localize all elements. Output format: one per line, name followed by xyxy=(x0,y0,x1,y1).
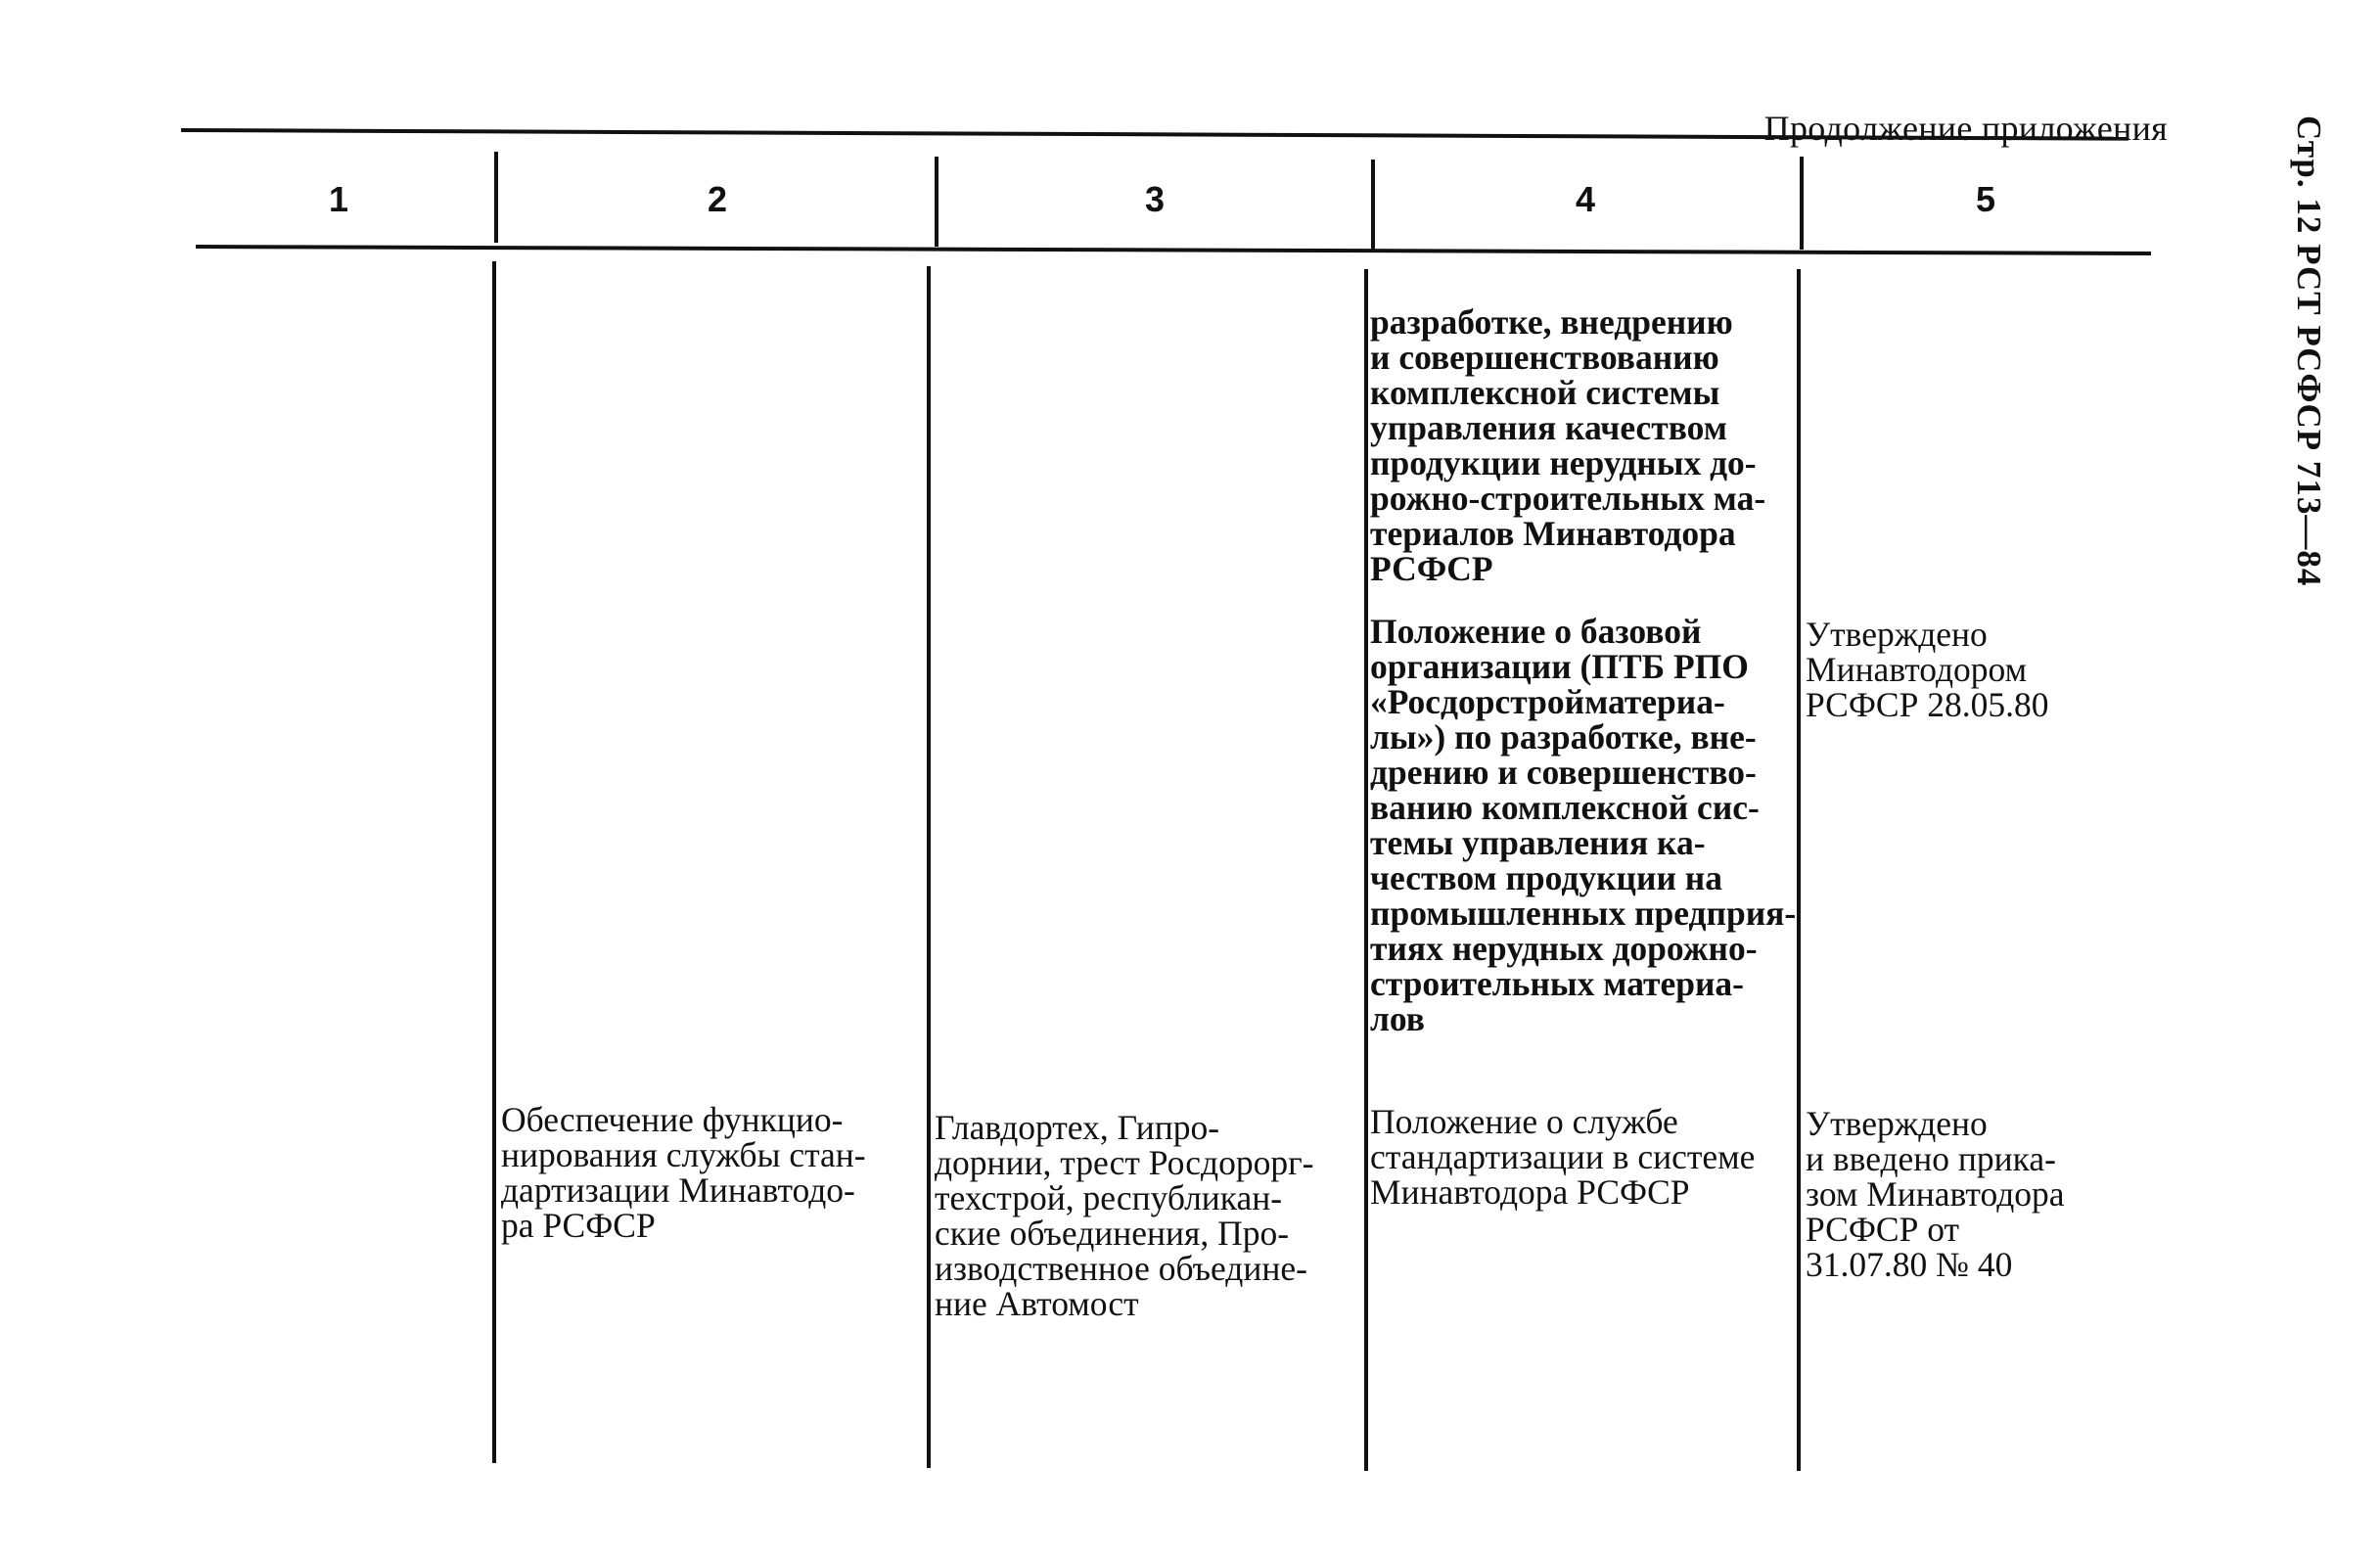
table-cell-row1-col4: разработке, внедрению и совершенствованию комплексной системы управления качеством продукции нерудных до- рожно-строительных ма- териалов Минавтодора РСФСР xyxy=(1370,302,1766,588)
header-divider-4 xyxy=(1800,157,1804,250)
header-divider-2 xyxy=(935,157,938,247)
body-divider-2 xyxy=(927,266,931,1468)
table-cell-row3-col5: Утверждено и введено прика- зом Минавтодора РСФСР от 31.07.80 № 40 xyxy=(1806,1104,2065,1284)
column-number-4: 4 xyxy=(1576,179,1596,219)
table-cell-row2-col5: Утверждено Минавтодором РСФСР 28.05.80 xyxy=(1806,615,2049,724)
column-number-1: 1 xyxy=(329,179,349,219)
column-number-2: 2 xyxy=(708,179,728,219)
header-divider-3 xyxy=(1371,160,1375,252)
column-number-3: 3 xyxy=(1145,179,1166,219)
table-cell-row3-col3: Главдортех, Гипро- дорнии, трест Росдорорг- техстрой, республикан- ские объединения, Про- изводственное объедине- ние Автомост xyxy=(935,1108,1314,1323)
column-number-5: 5 xyxy=(1976,179,1996,219)
table-cell-row3-col2: Обеспечение функцио- нирования службы стан- дартизации Минавтодо- ра РСФСР xyxy=(501,1100,866,1245)
continuation-caption: Продолжение приложения xyxy=(1763,109,2168,148)
side-running-header-text: Стр. 12 РСТ РСФСР 713—84 xyxy=(2290,115,2328,587)
header-divider-1 xyxy=(494,152,498,243)
body-divider-1 xyxy=(492,261,496,1463)
side-running-header xyxy=(2283,115,2332,644)
table-cell-row3-col4: Положение о службе стандартизации в системе Минавтодора РСФСР xyxy=(1370,1102,1756,1212)
header-bottom-rule xyxy=(196,245,2151,255)
table-cell-row2-col4: Положение о базовой организации (ПТБ РПО «Росдорстройматериа- лы») по разработке, вне- дрению и совершенство- ванию комплексной сис- темы управления ка- чеством продукции на промышленных предприя- тиях нерудных дорожно- строительных материа- лов xyxy=(1370,612,1797,1038)
